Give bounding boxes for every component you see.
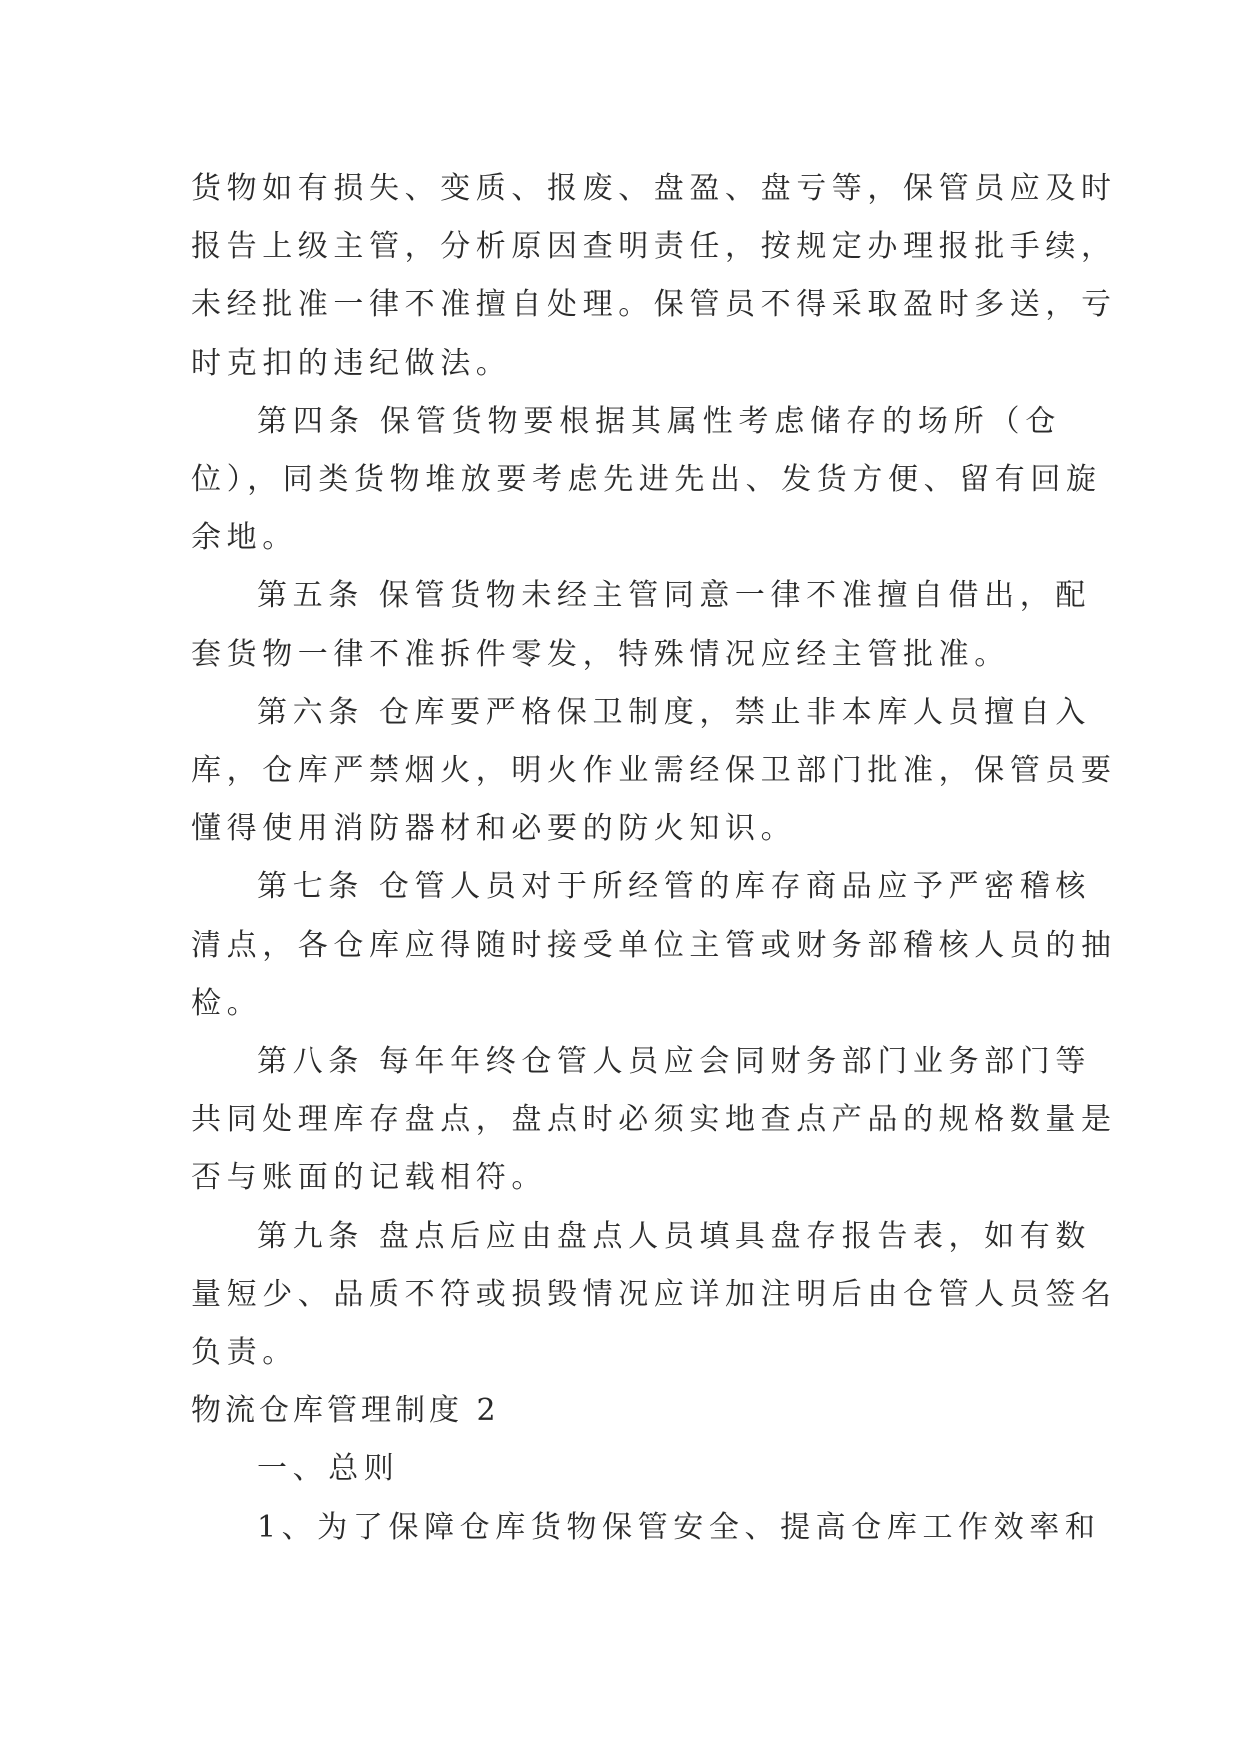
text-line: 第六条 仓库要严格保卫制度，禁止非本库人员擅自入 [257, 694, 1091, 730]
paragraph-article-8 [191, 1033, 1117, 1208]
text-line: 第七条 仓管人员对于所经管的库存商品应予严密稽核 [257, 869, 1091, 905]
text-line: 检。 [191, 985, 263, 1021]
text-line: 未经批准一律不准擅自处理。保管员不得采取盈时多送，亏 [191, 287, 1117, 323]
subsection-heading-general [191, 1440, 1061, 1498]
text-line: 货物如有损失、变质、报废、盘盈、盘亏等，保管员应及时 [191, 171, 1117, 206]
text-line: 第五条 保管货物未经主管同意一律不准擅自借出，配 [257, 578, 1091, 614]
text-line: 共同处理库存盘点，盘点时必须实地查点产品的规格数量是 [191, 1102, 1117, 1138]
text-line: 时克扣的违纪做法。 [191, 345, 512, 381]
text-line: 一、总则 [257, 1451, 400, 1487]
text-line: 1、为了保障仓库货物保管安全、提高仓库工作效率和 [257, 1509, 1101, 1545]
text-line: 清点，各仓库应得随时接受单位主管或财务部稽核人员的抽 [191, 927, 1117, 963]
text-line: 库，仓库严禁烟火，明火作业需经保卫部门批准，保管员要 [191, 753, 1117, 789]
text-line: 位），同类货物堆放要考虑先进先出、发货方便、留有回旋 [191, 462, 1102, 498]
text-line: 懂得使用消防器材和必要的防火知识。 [191, 811, 797, 847]
text-line: 负责。 [191, 1335, 298, 1371]
section-title-text: 物流仓库管理制度 2 [191, 1393, 500, 1429]
paragraph-article-4 [191, 393, 1102, 568]
text-line: 报告上级主管，分析原因查明责任，按规定办理报批手续， [191, 229, 1117, 265]
paragraph-article-9 [191, 1208, 1117, 1383]
paragraph-article-5 [191, 567, 1091, 683]
document-body [191, 160, 1117, 1557]
paragraph-article-3-continued [191, 160, 1117, 393]
text-line: 量短少、品质不符或损毁情况应详加注明后由仓管人员签名 [191, 1276, 1117, 1312]
text-line: 第四条 保管货物要根据其属性考虑储存的场所（仓 [257, 403, 1061, 439]
text-line: 第九条 盘点后应由盘点人员填具盘存报告表，如有数 [257, 1218, 1091, 1254]
text-line: 余地。 [191, 520, 298, 556]
paragraph-article-7 [191, 858, 1117, 1033]
section-title [191, 1382, 1061, 1440]
text-line: 套货物一律不准拆件零发，特殊情况应经主管批准。 [191, 636, 1010, 672]
text-line: 否与账面的记载相符。 [191, 1160, 547, 1196]
text-line: 第八条 每年年终仓管人员应会同财务部门业务部门等 [257, 1044, 1091, 1080]
paragraph-general-1 [191, 1499, 1101, 1557]
paragraph-article-6 [191, 684, 1117, 859]
